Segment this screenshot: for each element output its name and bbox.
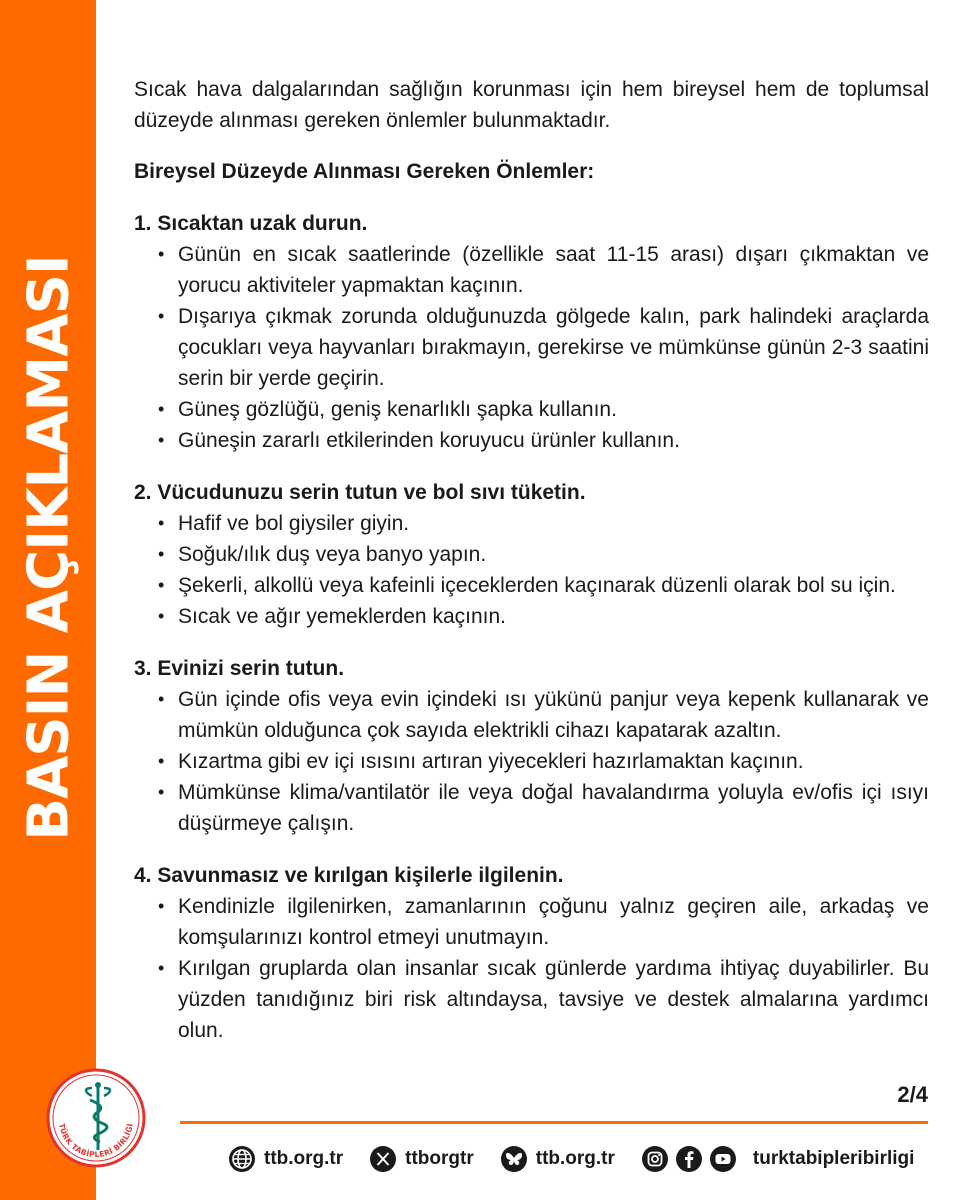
butterfly-icon [500, 1145, 528, 1173]
website-label: ttb.org.tr [264, 1148, 344, 1169]
intro-paragraph: Sıcak hava dalgalarından sağlığın korunması için hem bireysel hem de toplumsal düzeyde alınması gereken önlemler bulunmaktadır. [134, 78, 929, 132]
instagram-icon[interactable] [641, 1145, 669, 1173]
list-item: • Güneşin zararlı etkilerinden koruyucu ürünler kullanın. [134, 425, 929, 456]
bluesky-label: ttb.org.tr [535, 1148, 615, 1169]
socials-handle[interactable]: turktabipleribirligi [752, 1148, 915, 1169]
section-2 [134, 477, 929, 632]
list-item: • Sıcak ve ağır yemeklerden kaçının. [134, 601, 929, 632]
list-item: • Şekerli, alkollü veya kafeinli içeceklerden kaçınarak düzenli olarak bol su için. [134, 570, 929, 601]
footer-divider [180, 1121, 928, 1124]
section-title: 2. Vücudunuzu serin tutun ve bol sıvı tüketin. [134, 481, 586, 504]
content-area [134, 74, 929, 1067]
ttb-caduceus-logo-icon [46, 1068, 146, 1168]
footer [228, 1143, 940, 1175]
list-item: • Günün en sıcak saatlerinde (özellikle saat 11-15 arası) dışarı çıkmaktan ve yorucu aktiviteler yapmaktan kaçının. [134, 239, 929, 301]
list-item: • Kendinizle ilgilenirken, zamanlarının çoğunu yalnız geçiren aile, arkadaş ve komşularınızı kontrol etmeyi unutmayın. [134, 891, 929, 953]
list-item: • Kırılgan gruplarda olan insanlar sıcak günlerde yardıma ihtiyaç duyabilirler. Bu yüzden tanıdığınız biri risk altındaysa, tavsiye ve destek almalarına yardımcı olun. [134, 953, 929, 1046]
side-title: BASIN AÇIKLAMASI [16, 255, 82, 841]
facebook-icon[interactable] [675, 1145, 703, 1173]
list-item: • Hafif ve bol giysiler giyin. [134, 508, 929, 539]
section-title: 4. Savunmasız ve kırılgan kişilerle ilgilenin. [134, 864, 564, 887]
list-item: • Soğuk/ılık duş veya banyo yapın. [134, 539, 929, 570]
youtube-icon[interactable] [709, 1145, 737, 1173]
list-item: • Güneş gözlüğü, geniş kenarlıklı şapka kullanın. [134, 394, 929, 425]
x-label: ttborgtr [405, 1148, 474, 1169]
page-number: 2/4 [897, 1082, 928, 1107]
section-4 [134, 860, 929, 1046]
list-item: • Kızartma gibi ev içi ısısını artıran yiyecekleri hazırlamaktan kaçının. [134, 746, 929, 777]
main-heading: Bireysel Düzeyde Alınması Gereken Önlemler: [134, 160, 595, 183]
side-band [0, 0, 96, 1200]
section-1 [134, 208, 929, 456]
list-item: • Mümkünse klima/vantilatör ile veya doğal havalandırma yoluyla ev/ofis içi ısıyı düşürmeye çalışın. [134, 777, 929, 839]
x-icon [369, 1145, 397, 1173]
x-link[interactable] [369, 1145, 474, 1173]
section-3 [134, 653, 929, 839]
globe-icon [228, 1145, 256, 1173]
social-group [641, 1145, 915, 1173]
website-link[interactable] [228, 1145, 343, 1173]
section-title: 1. Sıcaktan uzak durun. [134, 212, 368, 235]
logo-ring-text: TÜRK TABİPLERİ BİRLİĞİ [57, 1122, 135, 1160]
section-title: 3. Evinizi serin tutun. [134, 657, 345, 680]
list-item: • Dışarıya çıkmak zorunda olduğunuzda gölgede kalın, park halindeki araçlarda çocukları veya hayvanları bırakmayın, gerekirse ve mümkünse günün 2-3 saatini serin bir yerde geçirin. [134, 301, 929, 394]
bluesky-link[interactable] [500, 1145, 615, 1173]
list-item: • Gün içinde ofis veya evin içindeki ısı yükünü panjur veya kepenk kullanarak ve mümkün olduğunca çok sayıda elektrikli cihazı kapatarak azaltın. [134, 684, 929, 746]
